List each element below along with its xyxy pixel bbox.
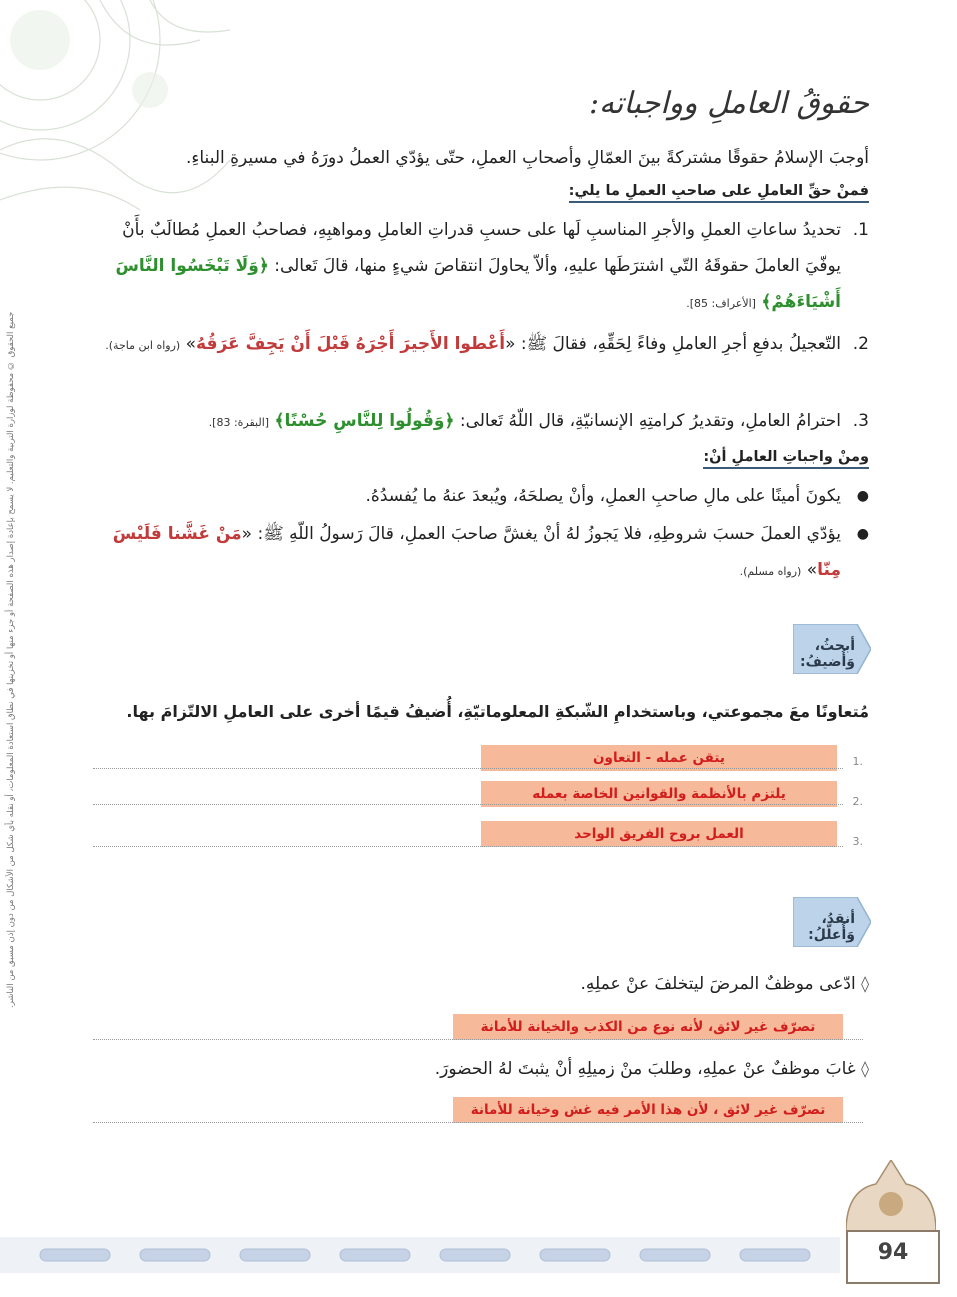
rights-item-3 [89,403,869,441]
verse-reference: [الأعراف: 85]. [686,297,756,310]
activity-label: أنقدُ، وَأُعلّلُ: [808,911,855,943]
answer-box[interactable]: تصرّف غير لائق ، لأن هذا الأمر فيه غش وخيانة للأمانة [453,1097,843,1123]
verse-reference: [البقرة: 83]. [208,416,270,429]
quote-close: » [185,334,197,354]
page-number-box [846,1230,940,1284]
rights-heading: فمنْ حقِّ العاملِ على صاحبِ العملِ ما يلي: [569,183,869,203]
bullet-icon: ● [856,488,869,504]
quote-close: » [806,560,818,580]
duties-heading: ومنْ واجباتِ العاملِ أنْ: [703,449,869,469]
answer-box[interactable]: تصرّف غير لائق، لأنه نوع من الكذب والخيانة للأمانة [453,1014,843,1040]
critique-statement-1 [581,970,869,998]
critique-answer-1[interactable] [93,1014,863,1044]
quran-verse: ﴿وَقُولُوا لِلنَّاسِ حُسْنًا﴾ [274,411,455,431]
answer-box[interactable]: يتقن عمله - التعاون [481,745,837,771]
answer-box[interactable]: يلتزم بالأنظمة والقوانين الخاصة بعمله [481,781,837,807]
hadith-text: أَعْطوا الأَجيرَ أَجْرَهُ قَبْلَ أَنْ يَجِفَّ عَرَقُهُ [196,334,506,354]
statement-text: ادّعى موظفٌ المرضَ ليتخلفَ عنْ عملِهِ. [580,974,856,994]
answer-line-2[interactable] [93,781,863,811]
duties-item-2 [89,516,869,590]
item-number: 3. [852,411,869,431]
hadith-reference: (رواه مسلم). [739,565,802,578]
ornament-icon [846,1160,936,1232]
dotted-line [93,767,843,769]
duties-item-1 [89,478,869,514]
rights-item-2 [89,326,869,364]
item-text: يكونَ أمينًا على مالِ صاحبِ العملِ، وأنْ يصلحَهُ، ويُبعدَ عنهُ ما يُفسدُهُ. [365,486,841,506]
activity-tag-critique [793,897,871,947]
item-text: تحديدُ ساعاتِ العملِ والأجرِ المناسبِ لَها على حسبِ قدراتِ العاملِ ومواهبِهِ، فصاحبُ العملِ مُطالَبٌ بأَنْ يوفّيَ العاملَ حقوقَهُ التّي اشترَطَها عليهِ، وألاّ يحاولَ انتقاصَ شيءٍ منها، قالَ تَعالى: [122,220,841,276]
item-text: يؤدّي العملَ حسبَ شروطِهِ، فلا يَجوزُ لهُ أنْ يغشَّ صاحبَ العملِ، قالَ رَسولُ اللّهِ ﷺ: « [241,524,841,544]
item-text: التّعجيلُ بدفعِ أجرِ العاملِ وفاءً لِحَقِّهِ، فقالَ ﷺ: « [505,334,841,354]
copyright-note: جميع الحقوق © محفوظة لوزارة التربية والتعليم. لا يسمح بإعادة إصدار هذه الصفحة أو جزء منها أو تخزينها في نطاق استعادة المعلومات، أو نقله بأي شكل من الأشكال من دون إذن مسبق من الناشر. [6,311,16,1009]
activity-tag-research [793,624,871,674]
answer-line-1[interactable] [93,745,863,775]
activity-task: مُتعاونًا معَ مجموعتي، وباستخدامِ الشّبكةِ المعلوماتيّةِ، أُضيفُ قيمًا أخرى على العاملِ الالتّزامَ بها. [126,702,869,721]
answer-line-3[interactable] [93,821,863,851]
dotted-line [93,803,843,805]
hadith-text: مَنْ غَشَّنا فَلَيْسَ مِنّا [112,524,841,580]
line-number: .2 [852,795,863,808]
section-title: حقوقُ العاملِ وواجباته: [588,86,869,121]
bullet-icon: ● [856,526,869,542]
activity-label: أبحثُ، وَأُضيفُ: [799,638,855,670]
hadith-reference: (رواه ابن ماجة). [105,339,181,352]
item-number: 1. [852,220,869,240]
answer-box[interactable]: العمل بروح الفريق الواحد [481,821,837,847]
item-number: 2. [852,334,869,354]
critique-answer-2[interactable] [93,1097,863,1127]
page-number: 94 [877,1240,909,1265]
footer-pattern-strip [0,1237,840,1273]
intro-paragraph: أوجبَ الإسلامُ حقوقًا مشتركةً بينَ العمّالِ وأصحابِ العملِ، حتّى يؤدّي العملُ دورَهُ في مسيرةِ البناءِ. [185,148,869,168]
item-text: احترامُ العاملِ، وتقديرُ كرامتِهِ الإنسانيّةِ، قال اللّهُ تَعالى: [459,411,841,431]
diamond-icon: ◊ [861,1059,869,1078]
line-number: .3 [852,835,863,848]
diamond-icon: ◊ [861,974,869,993]
dotted-line [93,845,843,847]
dotted-line [93,1038,863,1040]
line-number: .1 [852,755,863,768]
quran-verse: ﴿وَلَا تَبْخَسُوا النَّاسَ أَشْيَاءَهُمْ﴾ [115,256,841,312]
rights-item-1 [89,212,869,322]
statement-text: غابَ موظفٌ عنْ عملِهِ، وطلبَ منْ زميلِهِ أنْ يثبتَ لهُ الحضورَ. [434,1059,856,1079]
critique-statement-2 [435,1055,869,1083]
dotted-line [93,1121,863,1123]
